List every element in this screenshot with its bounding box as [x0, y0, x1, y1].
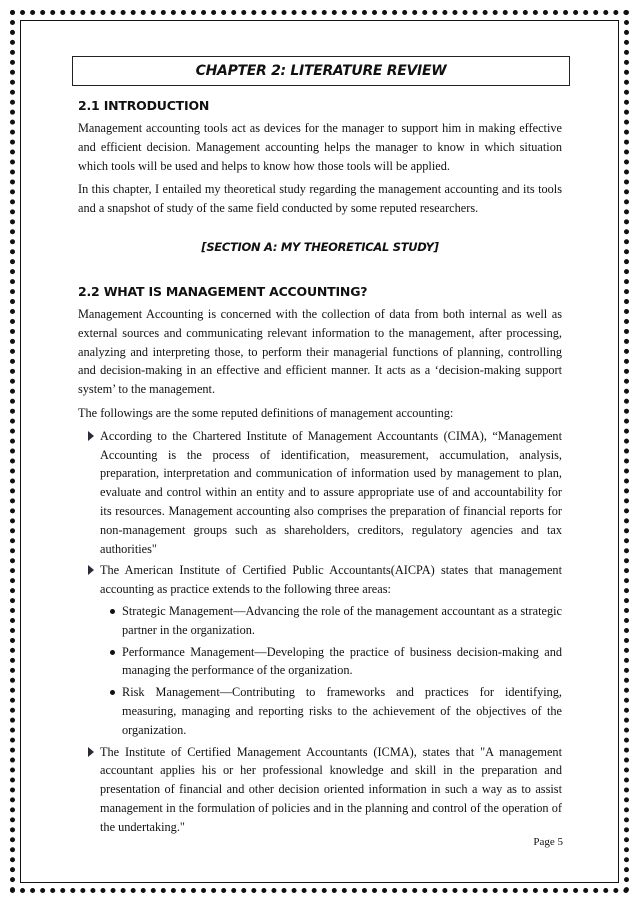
definition-aicpa: The American Institute of Certified Public Accountants(AICPA) states that management accounting as practice extends to the following three areas: — [100, 563, 562, 597]
aicpa-areas-list — [100, 602, 562, 740]
intro-paragraph-1: Management accounting tools act as devices for the manager to support him in making effective and efficient decision. Management accounting helps the manager to know in which situation which tools will be used and helps to know how those tools will be applied. — [78, 121, 562, 173]
list-item — [100, 602, 562, 640]
intro-heading: 2.1 INTRODUCTION — [78, 98, 210, 113]
chapter-title-box — [72, 56, 570, 86]
definition-cima: According to the Chartered Institute of Management Accountants (CIMA), “Management Accounting is the process of identification, measurement, accumulation, analysis, preparation, interpretation and communication of information used by management to plan, evaluate and control within an entity and to assure appropriate use of and accountability for its resources. Management accounting also comprises the preparation of financial reports for non-management groups such as shareholders, creditors, regulatory agencies and tax authorities" — [100, 428, 562, 556]
list-item — [78, 427, 562, 559]
chapter-title: CHAPTER 2: LITERATURE REVIEW — [195, 63, 447, 79]
dot-bullet-icon — [110, 609, 115, 614]
area-risk: Risk Management—Contributing to frameworks and practices for identifying, measuring, managing and reporting risks to the achievement of the objectives of the organization. — [122, 685, 562, 737]
area-performance: Performance Management—Developing the practice of business decision-making and managing the performance of the organization. — [122, 644, 562, 678]
page-content — [78, 56, 562, 837]
dot-bullet-icon — [110, 690, 115, 695]
definition-icma: The Institute of Certified Management Accountants (ICMA), states that "A management accountant applies his or her professional knowledge and skill in the preparation and presentation of financial and other decision oriented information in such a way as to assist management in the formulation of policies and in the planning and control of the operation of the undertaking." — [100, 744, 562, 834]
arrow-bullet-icon — [88, 747, 94, 757]
list-item — [100, 683, 562, 739]
area-strategic: Strategic Management—Advancing the role of the management accountant as a strategic partner in the organization. — [122, 603, 562, 637]
list-item — [100, 643, 562, 681]
arrow-bullet-icon — [88, 431, 94, 441]
intro-paragraph-2: In this chapter, I entailed my theoretical study regarding the management accounting and its tools and a snapshot of study of the same field conducted by some reputed researchers. — [78, 182, 562, 216]
list-item — [78, 743, 562, 837]
dot-bullet-icon — [110, 650, 115, 655]
what-paragraph: Management Accounting is concerned with the collection of data from both internal as well as external sources and communicating relevant information to the management, after processing, analyzing and interpreting those, to perform their managerial functions of planning, controlling and decision-making in an effective and efficient manner. It acts as a ‘decision-making support system’ to the management. — [78, 306, 562, 397]
arrow-bullet-icon — [88, 565, 94, 575]
definitions-list — [78, 427, 562, 837]
what-heading: 2.2 WHAT IS MANAGEMENT ACCOUNTING? — [78, 283, 368, 299]
page-number: Page 5 — [533, 836, 563, 848]
definitions-intro: The followings are the some reputed definitions of management accounting: — [78, 405, 454, 420]
list-item — [78, 561, 562, 739]
section-note: [SECTION A: MY THEORETICAL STUDY] — [201, 239, 439, 254]
